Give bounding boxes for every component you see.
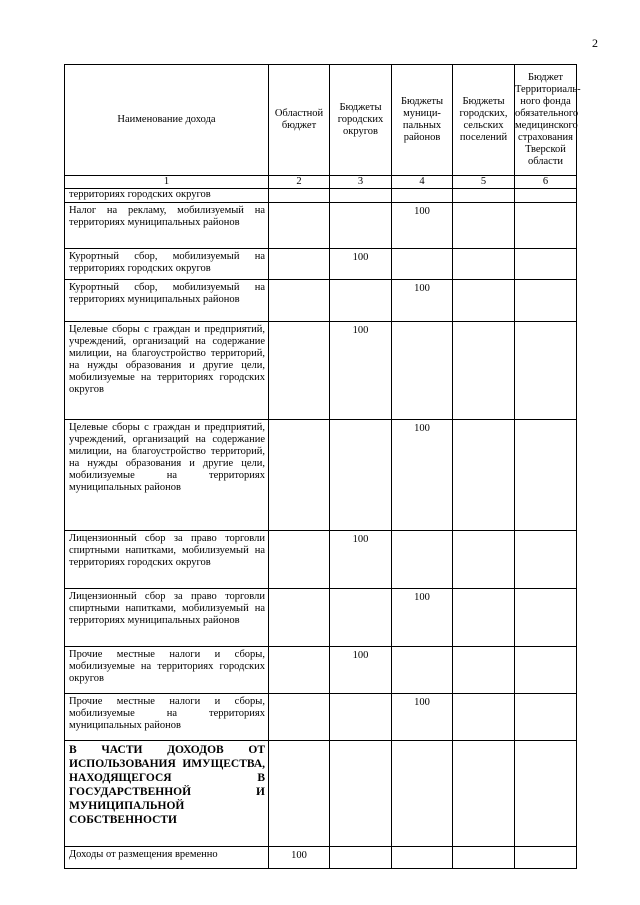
share-percent-cell (515, 322, 577, 420)
income-name: Прочие местные налоги и сборы, мобилизуемые на территориях городских округов (65, 647, 269, 694)
table-row (65, 420, 577, 531)
share-percent-cell (392, 647, 453, 694)
share-percent-cell (453, 322, 515, 420)
header-income-name: Наименование дохода (65, 65, 269, 176)
section-heading: В ЧАСТИ ДОХОДОВ ОТ ИСПОЛЬЗОВАНИЯ ИМУЩЕСТВА, НАХОДЯЩЕГОСЯ В ГОСУДАРСТВЕННОЙ И МУНИЦИПАЛЬНОЙ СОБСТВЕННОСТИ (65, 741, 269, 847)
income-name: Налог на рекламу, мобилизуемый на территориях муниципальных районов (65, 203, 269, 249)
income-name: Лицензионный сбор за право торговли спиртными напитками, мобилизуемый на территориях муниципальных районов (65, 589, 269, 647)
share-percent-cell (269, 203, 330, 249)
table-row (65, 249, 577, 280)
share-percent-cell (392, 847, 453, 869)
header-regional-budget: Областной бюджет (269, 65, 330, 176)
share-percent-cell (453, 203, 515, 249)
share-percent-cell (269, 249, 330, 280)
share-percent-cell: 100 (330, 647, 392, 694)
table-row (65, 694, 577, 741)
table-row (65, 322, 577, 420)
share-percent-cell (269, 694, 330, 741)
share-percent-cell (515, 647, 577, 694)
header-settlement-budgets: Бюджеты городских, сельских поселений (453, 65, 515, 176)
share-percent-cell (453, 741, 515, 847)
income-name: Курортный сбор, мобилизуемый на территориях городских округов (65, 249, 269, 280)
revenue-distribution-table (64, 64, 581, 869)
share-percent-cell (392, 189, 453, 203)
income-name: Лицензионный сбор за право торговли спиртными напитками, мобилизуемый на территориях городских округов (65, 531, 269, 589)
share-percent-cell (269, 741, 330, 847)
column-number: 6 (515, 176, 577, 189)
share-percent-cell (515, 280, 577, 322)
table-header-row (65, 65, 577, 176)
share-percent-cell (515, 847, 577, 869)
share-percent-cell (453, 280, 515, 322)
table-row (65, 531, 577, 589)
share-percent-cell: 100 (392, 203, 453, 249)
share-percent-cell (330, 203, 392, 249)
share-percent-cell (269, 589, 330, 647)
share-percent-cell (453, 694, 515, 741)
share-percent-cell (269, 531, 330, 589)
header-city-district-budgets: Бюджеты городских округов (330, 65, 392, 176)
share-percent-cell: 100 (330, 531, 392, 589)
column-number: 4 (392, 176, 453, 189)
share-percent-cell (269, 322, 330, 420)
table-row (65, 203, 577, 249)
share-percent-cell (453, 249, 515, 280)
share-percent-cell: 100 (330, 322, 392, 420)
share-percent-cell: 100 (269, 847, 330, 869)
table-row (65, 589, 577, 647)
share-percent-cell: 100 (392, 694, 453, 741)
share-percent-cell (330, 741, 392, 847)
table-row (65, 280, 577, 322)
share-percent-cell (269, 647, 330, 694)
income-name: Курортный сбор, мобилизуемый на территориях муниципальных районов (65, 280, 269, 322)
column-number: 2 (269, 176, 330, 189)
share-percent-cell (330, 189, 392, 203)
share-percent-cell: 100 (330, 249, 392, 280)
column-number: 1 (65, 176, 269, 189)
income-name: территориях городских округов (65, 189, 269, 203)
share-percent-cell (392, 249, 453, 280)
share-percent-cell (330, 847, 392, 869)
page-number: 2 (592, 36, 598, 50)
share-percent-cell (453, 589, 515, 647)
table-row (65, 741, 577, 847)
share-percent-cell (330, 694, 392, 741)
share-percent-cell (269, 420, 330, 531)
share-percent-cell (515, 531, 577, 589)
table-row (65, 847, 577, 869)
share-percent-cell (515, 694, 577, 741)
share-percent-cell (453, 647, 515, 694)
share-percent-cell (515, 420, 577, 531)
share-percent-cell (515, 203, 577, 249)
share-percent-cell (392, 741, 453, 847)
share-percent-cell (330, 420, 392, 531)
income-name: Прочие местные налоги и сборы, мобилизуемые на территориях муниципальных районов (65, 694, 269, 741)
share-percent-cell: 100 (392, 280, 453, 322)
share-percent-cell: 100 (392, 589, 453, 647)
table-row (65, 189, 577, 203)
share-percent-cell (453, 189, 515, 203)
share-percent-cell (392, 531, 453, 589)
column-number: 3 (330, 176, 392, 189)
table-row (65, 647, 577, 694)
column-number: 5 (453, 176, 515, 189)
column-number-row (65, 176, 577, 189)
share-percent-cell (330, 589, 392, 647)
share-percent-cell (269, 189, 330, 203)
share-percent-cell (269, 280, 330, 322)
header-medical-insurance-fund: Бюджет Территориаль-ного фонда обязательного медицинского страхования Тверской области (515, 65, 577, 176)
share-percent-cell (515, 189, 577, 203)
header-municipal-district-budgets: Бюджеты муници-пальных районов (392, 65, 453, 176)
share-percent-cell (515, 249, 577, 280)
share-percent-cell (515, 741, 577, 847)
income-name: Доходы от размещения временно (65, 847, 269, 869)
share-percent-cell: 100 (392, 420, 453, 531)
income-name: Целевые сборы с граждан и предприятий, учреждений, организаций на содержание милиции, на благоустройство территорий, на нужды образования и другие цели, мобилизуемые на территориях городских округов (65, 322, 269, 420)
income-name: Целевые сборы с граждан и предприятий, учреждений, организаций на содержание милиции, на благоустройство территорий, на нужды образования и другие цели, мобилизуемые на территориях муниципальных районов (65, 420, 269, 531)
share-percent-cell (453, 420, 515, 531)
share-percent-cell (515, 589, 577, 647)
share-percent-cell (453, 531, 515, 589)
share-percent-cell (330, 280, 392, 322)
share-percent-cell (453, 847, 515, 869)
share-percent-cell (392, 322, 453, 420)
